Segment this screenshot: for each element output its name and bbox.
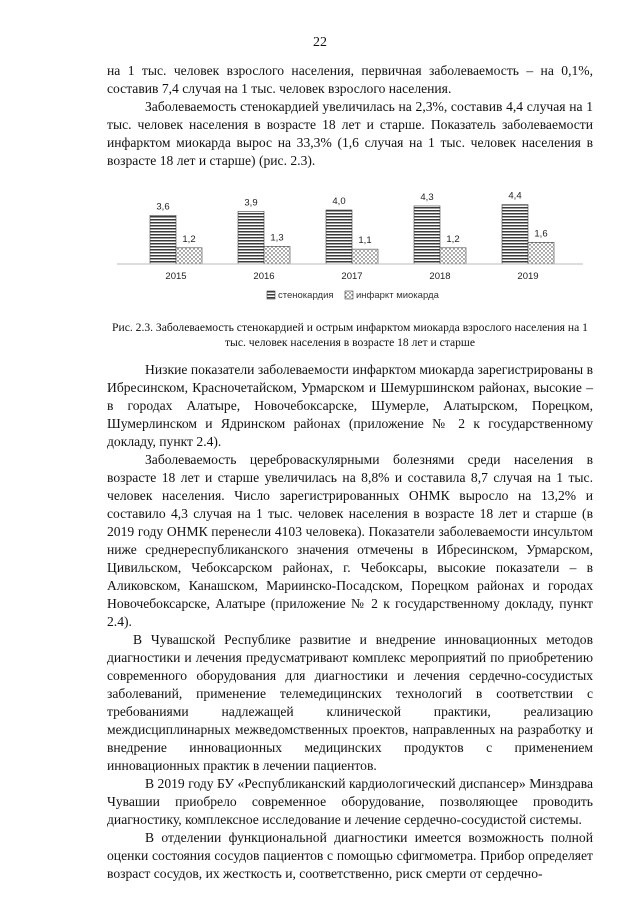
x-tick-label: 2015: [165, 271, 187, 282]
text-block-bottom: [107, 361, 593, 883]
text-block-top: [107, 62, 593, 170]
legend-swatch: [267, 291, 275, 299]
x-tick-label: 2017: [341, 271, 363, 282]
data-label: 3,9: [244, 197, 258, 209]
page-number: 22: [313, 35, 327, 50]
paragraph: Заболеваемость цереброваскулярными болезнями среди населения в возрасте 18 лет и старше увеличилась на 8,8% и составила 8,7 случая на 1 тыс. человек населения. Число зарегистрированных ОНМК выросло на 13,2% и составило 4,3 случая на 1 тыс. человек населения в возрасте 18 лет и старше (в 2019 году ОНМК перенесли 4103 человека). Показатели заболеваемости инсультом ниже среднереспубликанского значения отмечены в Ибресинском, Урмарском, Цивильском, Чебоксарском районах, г. Чебоксары, высокие показатели – в Аликовском, Канашском, Мариинско-Посадском, Порецком районах и городах Новочебоксарске, Алатыре (приложение № 2 к государственному докладу, пункт 2.4).: [107, 452, 593, 629]
paragraph: В отделении функциональной диагностики имеется возможность полной оценки состояния сосудов пациентов с помощью сфигмометра. Прибор определяет возраст сосудов, их жесткость и, соответственно, риск смерти от сердечно-: [107, 830, 593, 881]
bar-infarction-2015: [176, 248, 202, 264]
bar-angina-2016: [238, 211, 264, 264]
data-label: 1,1: [358, 235, 372, 247]
bar-infarction-2016: [264, 246, 290, 264]
bar-chart: [107, 186, 593, 314]
paragraph: Заболеваемость стенокардией увеличилась на 2,3%, составив 4,4 случая на 1 тыс. человек населения в возрасте 18 лет и старше. Показатель заболеваемости инфарктом миокарда вырос на 33,3% (1,6 случая на 1 тыс. человек населения в возрасте 18 лет и старше) (рис. 2.3).: [107, 99, 593, 168]
bar-angina-2018: [414, 206, 440, 264]
bar-infarction-2017: [352, 249, 378, 264]
data-label: 3,6: [156, 201, 170, 213]
bar-angina-2019: [502, 205, 528, 264]
x-tick-label: 2018: [429, 271, 451, 282]
data-label: 1,2: [182, 233, 196, 245]
bar-infarction-2019: [528, 242, 554, 264]
figure-caption: Рис. 2.3. Заболеваемость стенокардией и острым инфарктом миокарда взрослого населения на 1 тыс. человек населения в возрасте 18 лет и старше: [112, 321, 588, 349]
legend-label: стенокардия: [278, 290, 334, 301]
paragraph: на 1 тыс. человек взрослого населения, первичная заболеваемость – на 0,1%, составив 7,4 случая на 1 тыс. человек взрослого населения.: [107, 63, 593, 96]
legend-swatch: [345, 291, 353, 299]
x-tick-label: 2016: [253, 271, 275, 282]
data-label: 1,2: [446, 233, 460, 245]
bar-angina-2015: [150, 215, 176, 264]
paragraph: В 2019 году БУ «Республиканский кардиологический диспансер» Минздрава Чувашии приобрело современное оборудование, позволяющее проводить диагностику, комплексное исследование и лечение сердечно-сосудистой системы.: [107, 776, 593, 827]
data-label: 4,4: [508, 190, 522, 202]
x-tick-label: 2019: [517, 271, 539, 282]
data-label: 4,3: [420, 191, 434, 203]
data-label: 1,3: [270, 232, 284, 244]
bar-infarction-2018: [440, 248, 466, 264]
data-label: 1,6: [534, 228, 548, 240]
legend-label: инфаркт миокарда: [356, 290, 439, 301]
paragraph: В Чувашской Республике развитие и внедрение инновационных методов диагностики и лечения предусматривают комплекс мероприятий по приобретению современного оборудования для диагностики и лечения сердечно-сосудистых заболеваний, применение телемедицинских технологий в соответствии с требованиями надлежащей клинической практики, реализацию междисциплинарных межведомственных проектов, направленных на разработку и внедрение инновационных медицинских продуктов с применением инновационных практик в лечении пациентов.: [107, 632, 593, 773]
bar-angina-2017: [326, 210, 352, 264]
paragraph: Низкие показатели заболеваемости инфарктом миокарда зарегистрированы в Ибресинском, Красночетайском, Урмарском и Шемуршинском районах, высокие – в городах Алатыре, Новочебоксарске, Шумерле, Алатырском, Порецком, Шумерлинском и Ядринском районах (приложение № 2 к государственному докладу, пункт 2.4).: [107, 362, 593, 449]
data-label: 4,0: [332, 196, 346, 207]
